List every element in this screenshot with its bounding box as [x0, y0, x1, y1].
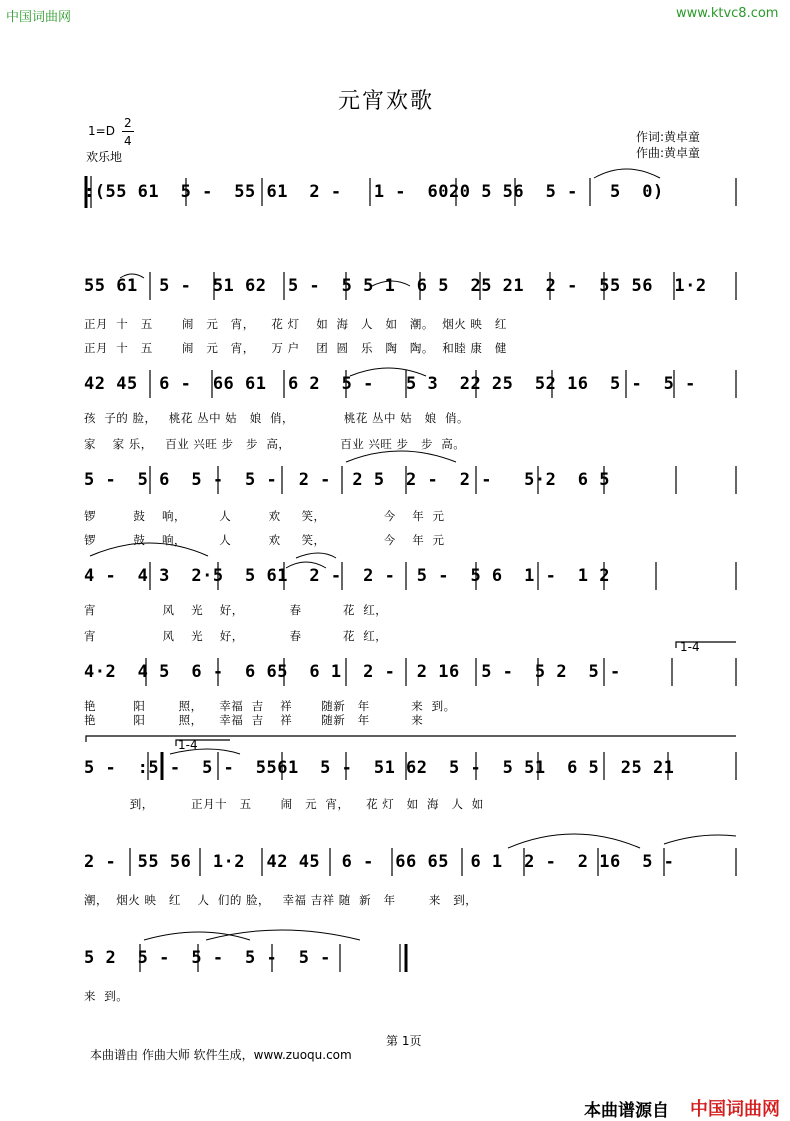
notes-line: 5 - 5 6 5 - 5 - 2 - 2 5 2 - 2 - 5·2 6 5 — [84, 470, 611, 490]
lyrics-verse-1: 锣 鼓 响， 人 欢 笑， 今 年 元 — [84, 509, 445, 523]
lyrics-verse-2: 宵 风 光 好， 春 花 红， — [84, 629, 388, 643]
notes-line: 5 - :5 - 5 - 5561 5 - 51 62 5 - 5 51 6 5 25 21 — [84, 758, 675, 778]
lyrics-verse-1: 宵 风 光 好， 春 花 红， — [84, 603, 388, 617]
tempo-marking: 欢乐地 — [86, 150, 123, 164]
lyrics-verse-2: 艳 阳 照， 幸福 吉 祥 随新 年 来 — [84, 713, 424, 727]
page-number: 第 1页 — [386, 1034, 422, 1048]
lyrics-verse-2: 家 家 乐， 百业 兴旺 步 步 高， 百业 兴旺 步 步 高。 — [84, 437, 466, 451]
lyrics-verse-2: 锣 鼓 响， 人 欢 笑， 今 年 元 — [84, 533, 445, 547]
watermark-left: 中国词曲网 — [6, 10, 72, 25]
composer-credit: 作曲:黄卓童 — [636, 146, 701, 160]
time-signature-top: 2 — [124, 116, 132, 130]
lyrics-verse-1: 艳 阳 照， 幸福 吉 祥 随新 年 来 到。 — [84, 699, 456, 713]
lyrics-verse-2: 正月 十 五 闹 元 宵， 万 户 团 圆 乐 陶 陶。 和睦 康 健 — [84, 341, 507, 355]
notes-line: 55 61 5 - 51 62 5 - 5 5 1 6 5 25 21 2 - 55 56 1·2 — [84, 276, 707, 296]
lyrics-verse-1: 到， 正月十 五 闹 元 宵， 花 灯 如 海 人 如 — [84, 797, 484, 811]
notes-line: 5 2 5 - 5 - 5 - 5 - — [84, 948, 331, 968]
notes-line: 4·2 4 5 6 - 6 65 6 1 2 - 2 16 5 - 5 2 5 - — [84, 662, 621, 682]
lyrics-verse-1: 正月 十 五 闹 元 宵， 花 灯 如 海 人 如 潮。 烟火 映 红 — [84, 317, 507, 331]
notes-line: :(55 61 5 - 55 61 2 - 1 - 6020 5 56 5 - 5 0) — [84, 182, 664, 202]
source-site: 中国词曲网 — [690, 1099, 780, 1120]
lyrics-verse-1: 孩 子的 脸， 桃花 丛中 姑 娘 俏， 桃花 丛中 姑 娘 俏。 — [84, 411, 469, 425]
song-title: 元宵欢歌 — [338, 89, 435, 114]
notes-line: 2 - 55 56 1·2 42 45 6 - 66 65 6 1 2 - 2 16 5 - — [84, 852, 675, 872]
lyrics-verse-1: 来 到。 — [84, 989, 129, 1003]
lyricist-credit: 作词:黄卓童 — [636, 130, 701, 144]
source-label: 本曲谱源自 — [584, 1101, 669, 1121]
software-credit: 本曲谱由 作曲大师 软件生成，www.zuoqu.com — [90, 1048, 352, 1062]
key-signature: 1=D — [88, 124, 115, 138]
notes-line: 4 - 4 3 2·5 5 61 2 - 2 - 5 - 5 6 1 - 1 2 — [84, 566, 611, 586]
lyrics-verse-1: 潮， 烟火 映 红 人 们的 脸， 幸福 吉祥 随 新 年 来 到， — [84, 893, 478, 907]
volta-mark-2: 1-4 — [178, 738, 198, 752]
watermark-right: www.ktvc8.com — [676, 6, 779, 21]
volta-mark-1: 1-4 — [680, 640, 700, 654]
notes-line: 42 45 6 - 66 61 6 2 5 - 5 3 22 25 52 16 5 - 5 - — [84, 374, 696, 394]
time-signature-bottom: 4 — [124, 134, 132, 148]
